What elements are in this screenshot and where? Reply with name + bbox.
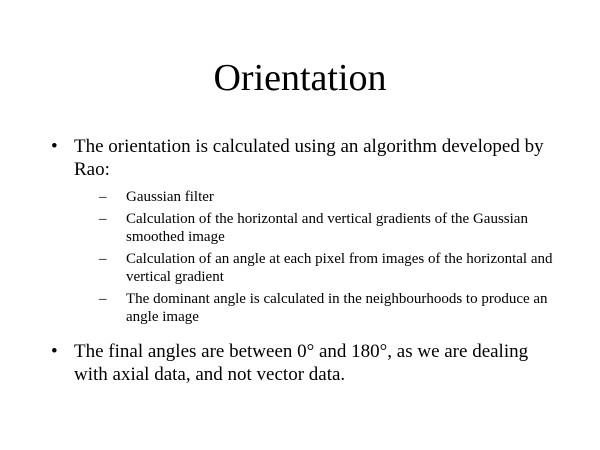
sub-item-pixel-angle	[74, 250, 558, 286]
sub-item-text: Calculation of the horizontal and vertical gradients of the Gaussian smoothed image	[126, 211, 528, 245]
bullet-marker: •	[51, 341, 58, 362]
sub-bullet-marker: –	[99, 251, 107, 267]
sub-bullet-marker: –	[99, 189, 107, 205]
bullet-marker: •	[51, 136, 58, 157]
sub-item-gradients	[74, 210, 558, 246]
sub-item-gaussian-filter	[74, 188, 558, 206]
sub-item-text: Gaussian filter	[126, 189, 214, 205]
sub-bullet-marker: –	[99, 291, 107, 307]
sub-item-text: Calculation of an angle at each pixel from images of the horizontal and vertical gradient	[126, 251, 553, 285]
bullet-text: The final angles are between 0° and 180°, as we are dealing with axial data, and not vector data.	[74, 341, 529, 385]
bullet-item-final-angles	[48, 340, 558, 386]
bullet-text: The orientation is calculated using an algorithm developed by Rao:	[74, 136, 544, 180]
bullet-item-algorithm	[48, 135, 558, 326]
bullet-list	[48, 135, 558, 386]
sub-item-dominant-angle	[74, 290, 558, 326]
sub-item-text: The dominant angle is calculated in the neighbourhoods to produce an angle image	[126, 291, 548, 325]
slide-title: Orientation	[213, 57, 387, 99]
sub-bullet-marker: –	[99, 211, 107, 227]
sub-bullet-list	[74, 188, 558, 326]
